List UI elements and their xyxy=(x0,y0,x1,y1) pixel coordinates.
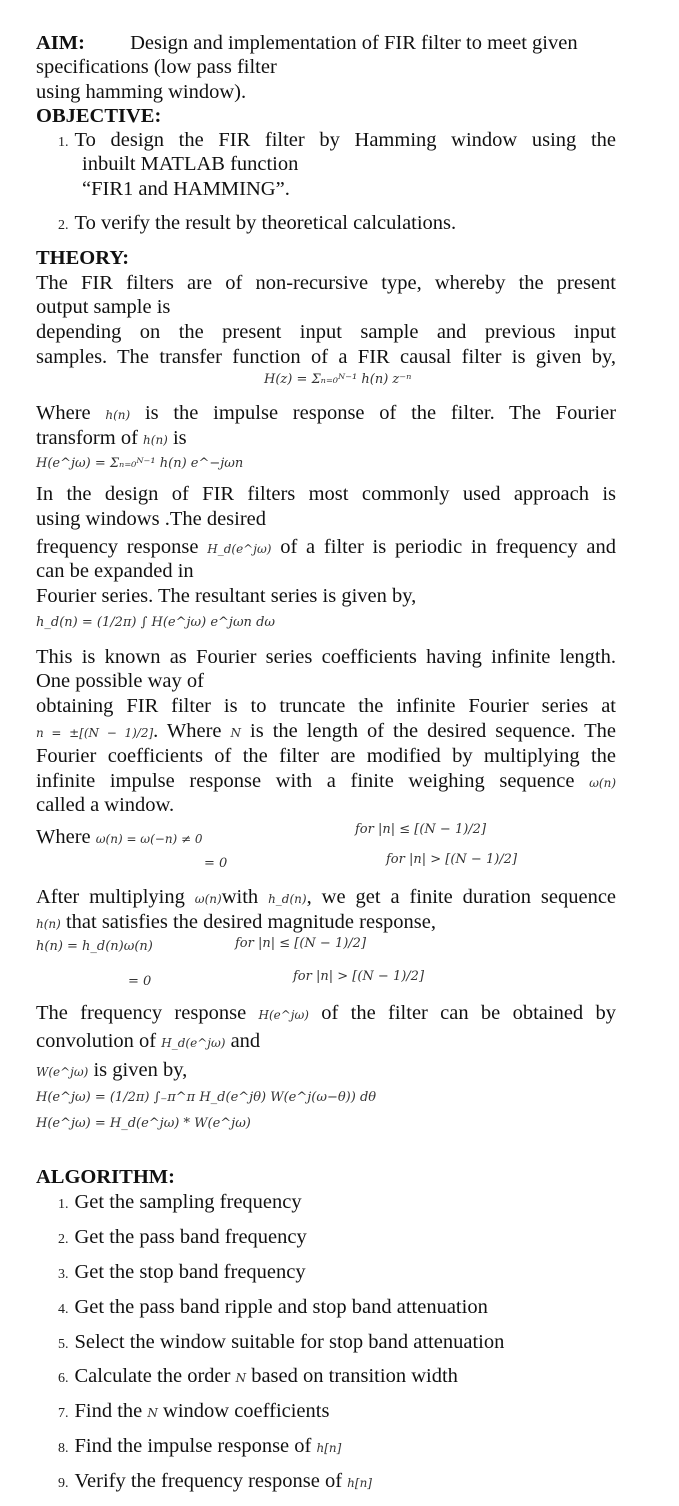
window-definition-line-1: Where ω(n) = ω(−n) ≠ 0 xyxy=(36,826,203,848)
objective-item-1-number: 1. xyxy=(58,135,69,150)
theory-p3-line-3: frequency response H_d(e^jω) of a filter is periodic in frequency and xyxy=(36,536,616,558)
objective-item-2-text: To verify the result by theoretical calculations. xyxy=(74,212,457,234)
symbol-omega-n: ω(n) xyxy=(194,892,222,906)
symbol-N: N xyxy=(235,1371,247,1385)
objective-item-1-line-3: “FIR1 and HAMMING”. xyxy=(82,178,290,200)
equation-window-a: ω(n) = ω(−n) ≠ 0 xyxy=(95,832,203,846)
symbol-h-n: h(n) xyxy=(36,917,61,931)
symbol-h-n: h(n) xyxy=(143,433,168,447)
aim-text-1: Design and implementation of FIR filter to meet given xyxy=(130,32,578,54)
symbol-h-n: h(n) xyxy=(105,408,131,422)
theory-p3-line-4: can be expanded in xyxy=(36,560,194,582)
aim-line-1 xyxy=(36,31,578,55)
objective-item-2-number: 2. xyxy=(58,218,69,233)
theory-p4-line-4: n = ±[(N − 1)/2]. Where N is the length of the desired sequence. The xyxy=(36,720,616,742)
algorithm-step: 7. Find the N window coefficients xyxy=(58,1400,330,1422)
objective-heading: OBJECTIVE: xyxy=(36,105,162,127)
theory-p2-line-1: Where h(n) is the impulse response of the filter. The Fourier xyxy=(36,402,617,424)
theory-p4-line-5: Fourier coefficients of the filter are modified by multiplying the xyxy=(36,745,616,767)
windowed-condition-a: for |n| ≤ [(N − 1)/2] xyxy=(235,936,367,951)
objective-item-1-line-1 xyxy=(58,128,616,155)
theory-p4-line-2: One possible way of xyxy=(36,670,204,692)
symbol-hd-ejw: H_d(e^jω) xyxy=(207,542,272,556)
theory-p3-line-5: Fourier series. The resultant series is given by, xyxy=(36,585,417,607)
equation-convolution-integral: H(e^jω) = (1/2π) ∫₋π^π H_d(e^jθ) W(e^j(ω−θ)) dθ xyxy=(36,1090,377,1105)
algorithm-step: 9. Verify the frequency response of h[n] xyxy=(58,1470,372,1492)
algorithm-heading: ALGORITHM: xyxy=(36,1166,175,1188)
symbol-h-ejw: H(e^jω) xyxy=(258,1008,309,1022)
equation-window-b: = 0 xyxy=(204,856,228,871)
symbol-omega-n: ω(n) xyxy=(589,776,617,790)
equation-windowed-zero: = 0 xyxy=(128,974,152,989)
algorithm-step: 8. Find the impulse response of h[n] xyxy=(58,1435,342,1457)
symbol-N: N xyxy=(230,726,242,740)
symbol-h-bracket-n: h[n] xyxy=(316,1441,342,1455)
equation-fourier-series: h_d(n) = (1/2π) ∫ H(e^jω) e^jωn dω xyxy=(36,615,275,630)
algorithm-step: 1. Get the sampling frequency xyxy=(58,1191,302,1213)
equation-fourier-transform: H(e^jω) = Σₙ₌₀ᴺ⁻¹ h(n) e^−jωn xyxy=(36,456,244,471)
window-condition-a: for |n| ≤ [(N − 1)/2] xyxy=(355,822,487,837)
theory-p1-line-1: The FIR filters are of non-recursive type, whereby the present xyxy=(36,272,616,294)
theory-p4-line-3: obtaining FIR filter is to truncate the infinite Fourier series at xyxy=(36,695,616,717)
theory-p3-line-1: In the design of FIR filters most commonly used approach is xyxy=(36,483,616,505)
symbol-w-ejw: W(e^jω) xyxy=(36,1065,89,1079)
symbol-h-bracket-n: h[n] xyxy=(347,1476,372,1490)
equation-convolution: H(e^jω) = H_d(e^jω) * W(e^jω) xyxy=(36,1116,251,1131)
algorithm-step: 3. Get the stop band frequency xyxy=(58,1261,306,1283)
theory-p4-line-1: This is known as Fourier series coefficients having infinite length. xyxy=(36,646,616,668)
symbol-hd-ejw: H_d(e^jω) xyxy=(161,1036,226,1050)
equation-transfer-function: H(z) = Σₙ₌₀ᴺ⁻¹ h(n) z⁻ⁿ xyxy=(264,372,412,387)
theory-p4-line-6: infinite impulse response with a finite weighing sequence ω(n) xyxy=(36,770,617,792)
theory-heading: THEORY: xyxy=(36,247,130,269)
theory-p1-line-4: samples. The transfer function of a FIR causal filter is given by, xyxy=(36,346,616,368)
theory-p3-line-2: using windows .The desired xyxy=(36,508,267,530)
aim-label: AIM: xyxy=(36,32,85,54)
symbol-truncation: n = ±[(N − 1)/2] xyxy=(36,726,154,740)
theory-p7-line-1: The frequency response H(e^jω) of the filter can be obtained by xyxy=(36,1002,616,1024)
aim-line-3: using hamming window). xyxy=(36,81,247,103)
aim-line-2: specifications (low pass filter xyxy=(36,56,277,78)
theory-p6-line-2: h(n) that satisfies the desired magnitude response, xyxy=(36,911,436,933)
theory-p7-line-2: convolution of H_d(e^jω) and xyxy=(36,1030,261,1052)
objective-item-2 xyxy=(58,211,456,238)
window-condition-b: for |n| > [(N − 1)/2] xyxy=(386,852,518,867)
theory-p7-line-3: W(e^jω) is given by, xyxy=(36,1059,188,1081)
windowed-condition-b: for |n| > [(N − 1)/2] xyxy=(293,969,425,984)
objective-item-1-text: To design the FIR filter by Hamming window using the xyxy=(74,129,616,151)
symbol-N: N xyxy=(147,1406,158,1420)
theory-p6-line-1: After multiplying ω(n)with h_d(n), we get a finite duration sequence xyxy=(36,886,617,908)
algorithm-step: 2. Get the pass band frequency xyxy=(58,1226,307,1248)
algorithm-step: 5. Select the window suitable for stop band attenuation xyxy=(58,1331,505,1353)
objective-item-1-line-2: inbuilt MATLAB function xyxy=(82,153,299,175)
equation-windowed-response: h(n) = h_d(n)ω(n) xyxy=(36,939,153,954)
algorithm-step: 6. Calculate the order N based on transition width xyxy=(58,1365,458,1387)
algorithm-step: 4. Get the pass band ripple and stop band attenuation xyxy=(58,1296,488,1318)
theory-p2-line-2: transform of h(n) is xyxy=(36,427,187,449)
theory-p1-line-3: depending on the present input sample and previous input xyxy=(36,321,616,343)
theory-p1-line-2: output sample is xyxy=(36,296,171,318)
symbol-hd-n: h_d(n) xyxy=(268,892,307,906)
theory-p4-line-7: called a window. xyxy=(36,794,175,816)
